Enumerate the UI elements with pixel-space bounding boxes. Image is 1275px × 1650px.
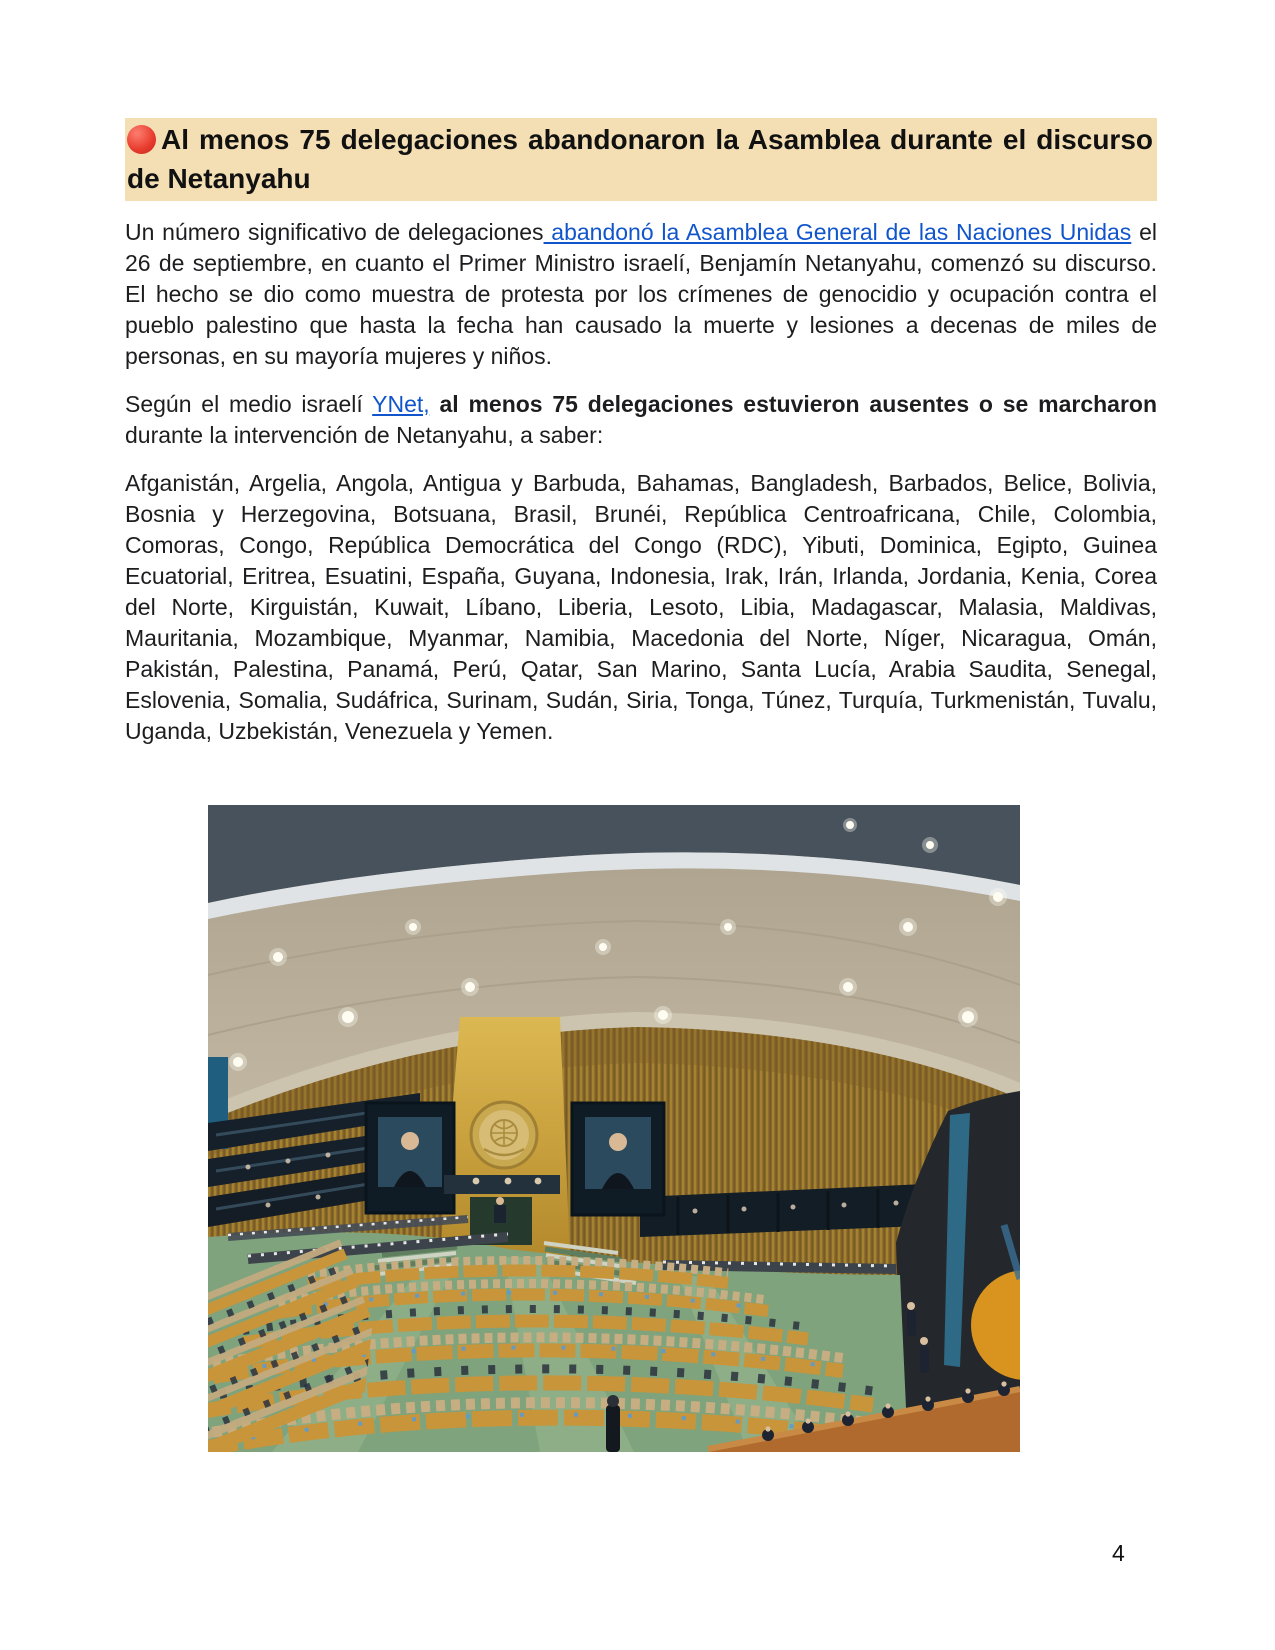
- paragraph-intro-text: Un número significativo de delegaciones: [125, 219, 544, 245]
- article-title-text: Al menos 75 delegaciones abandonaron la Asamblea durante el discurso de Netanyahu: [127, 124, 1153, 194]
- speaker-screen-right: [572, 1103, 664, 1215]
- speaker-screen-left: [366, 1103, 454, 1213]
- paragraph-source-text: Según el medio israelí: [125, 391, 373, 417]
- paragraph-intro-continuation: el 26 de septiembre, en cuanto el Primer Ministro israelí, Benjamín Netanyahu, comenzó su discurso. El hecho se dio como muestra de protesta por los crímenes de genocidio y ocupación contra el pueblo palestino que hasta la fecha han causado la muerte y lesiones a decenas de miles de personas, en su mayoría mujeres y niños.: [125, 219, 1157, 369]
- document-content: [125, 118, 1157, 1452]
- un-assembly-photo: [208, 805, 1020, 1452]
- link-un-assembly[interactable]: abandonó la Asamblea General de las Naciones Unidas: [543, 219, 1132, 245]
- article-title: [125, 118, 1157, 201]
- page-number: 4: [1112, 1540, 1125, 1566]
- red-circle-icon: [127, 125, 156, 154]
- un-assembly-illustration: [208, 805, 1020, 1452]
- un-emblem: [471, 1102, 537, 1168]
- paragraph-intro: [125, 217, 1157, 372]
- paragraph-source: [125, 389, 1157, 451]
- bold-delegations-statement: al menos 75 delegaciones estuvieron ausentes o se marcharon: [429, 391, 1157, 417]
- link-ynet[interactable]: YNet,: [372, 391, 430, 417]
- paragraph-source-continuation: durante la intervención de Netanyahu, a saber:: [125, 422, 604, 448]
- countries-list: Afganistán, Argelia, Angola, Antigua y Barbuda, Bahamas, Bangladesh, Barbados, Belice, Bolivia, Bosnia y Herzegovina, Botsuana, Brasil, Brunéi, República Centroafricana, Chile, Colombia, Comoras, Congo, República Democrática del Congo (RDC), Yibuti, Dominica, Egipto, Guinea Ecuatorial, Eritrea, Esuatini, España, Guyana, Indonesia, Irak, Irán, Irlanda, Jordania, Kenia, Corea del Norte, Kirguistán, Kuwait, Líbano, Liberia, Lesoto, Libia, Madagascar, Malasia, Maldivas, Mauritania, Mozambique, Myanmar, Namibia, Macedonia del Norte, Níger, Nicaragua, Omán, Pakistán, Palestina, Panamá, Perú, Qatar, San Marino, Santa Lucía, Arabia Saudita, Senegal, Eslovenia, Somalia, Sudáfrica, Surinam, Sudán, Siria, Tonga, Túnez, Turquía, Turkmenistán, Tuvalu, Uganda, Uzbekistán, Venezuela y Yemen.: [125, 470, 1157, 744]
